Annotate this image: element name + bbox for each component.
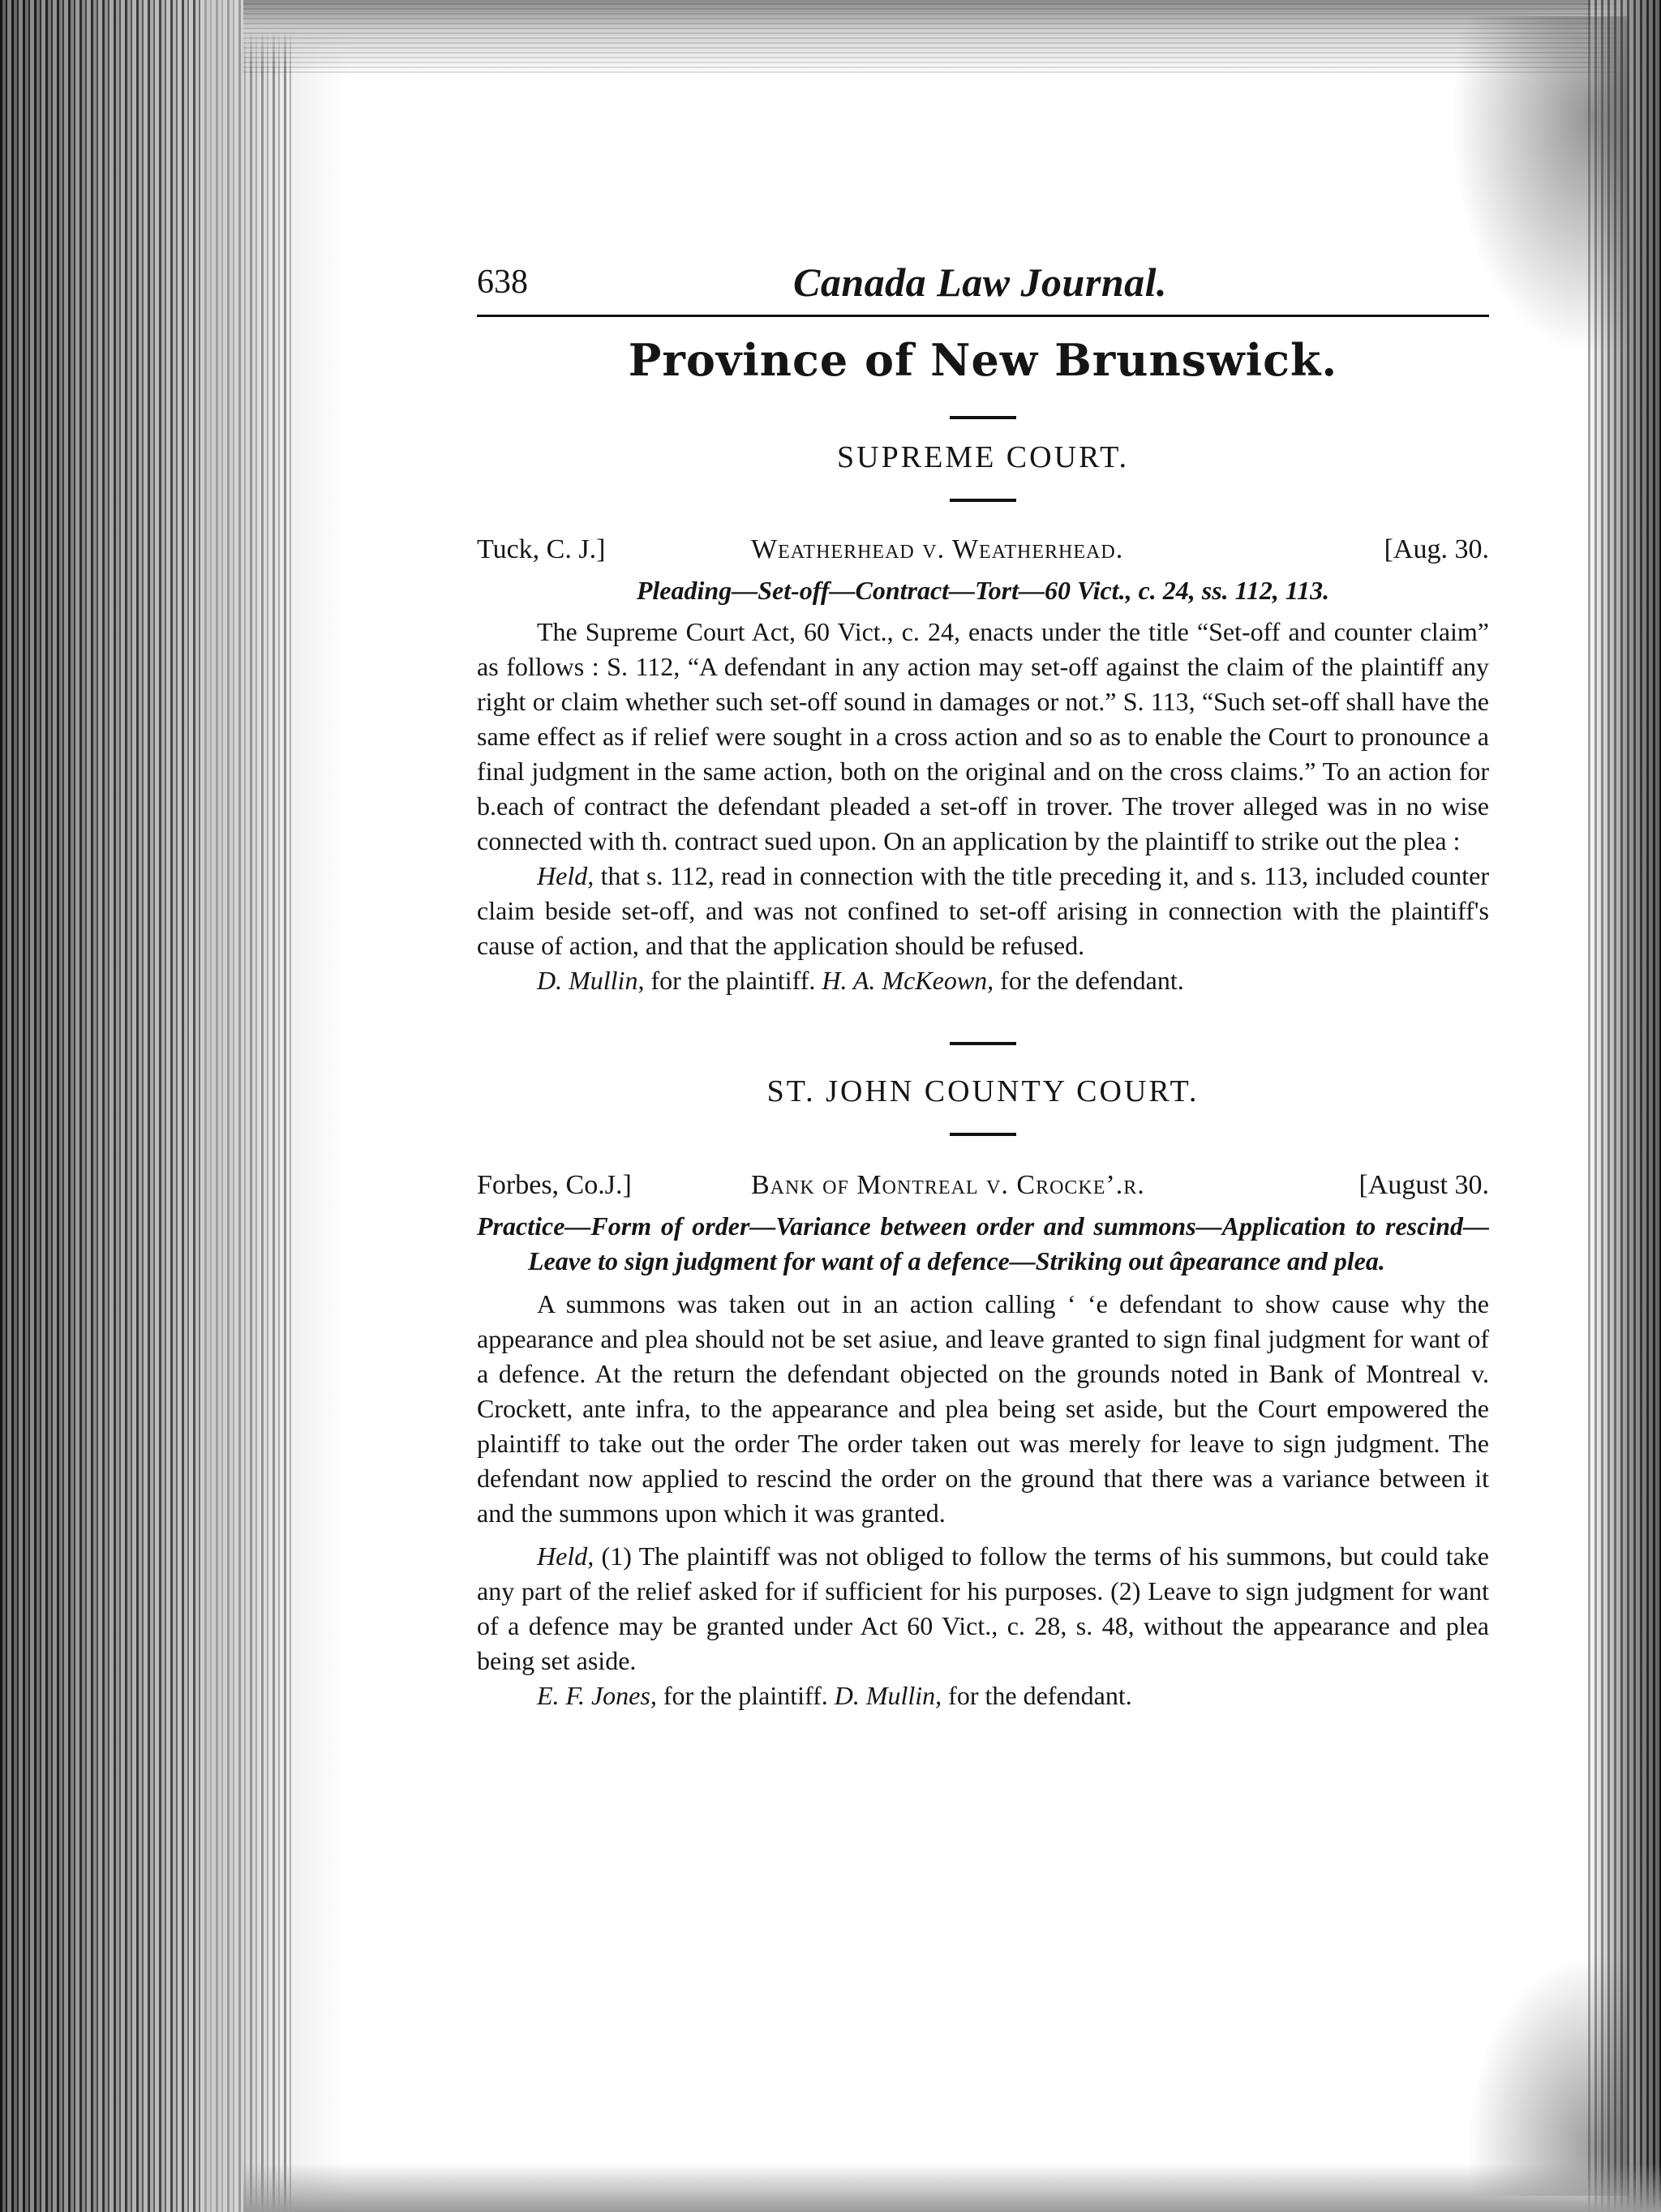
plaintiff-role: for the plaintiff. — [656, 1681, 835, 1710]
scan-blotch-bottom-right — [1466, 1953, 1629, 2196]
journal-title: Canada Law Journal. — [793, 259, 1168, 305]
journal-page — [477, 258, 1489, 1713]
holding-text: (1) The plaintiff was not obliged to follow the terms of his summons, but could take any part of the relief asked for if sufficient for his purposes. (2) Leave to sign judgment for want of a defence may be granted under Act 60 Vict., c. 28, s. 48, without the appearance and plea being set aside. — [477, 1541, 1489, 1675]
defendant-role: for the defendant. — [994, 966, 1184, 995]
section-divider — [950, 499, 1016, 502]
court-heading: ST. JOHN COUNTY COURT. — [766, 1074, 1200, 1108]
judge-name: Forbes, Co.J.] — [477, 1170, 632, 1200]
counsel-line — [477, 963, 1489, 998]
running-head — [477, 258, 1489, 308]
case-caption — [477, 529, 1489, 570]
holding-paragraph — [477, 1539, 1489, 1678]
section-divider — [950, 1133, 1016, 1136]
holding-text: that s. 112, read in connection with the title preceding it, and s. 113, included counter claim beside set-off, and was not confined to set-off arising in connection with the plaintiff's cause of action, and that the application should be refused. — [477, 861, 1489, 960]
section-divider — [950, 416, 1016, 419]
scan-edge-left-fade — [203, 0, 349, 2212]
defendant-counsel: D. Mullin, — [834, 1681, 942, 1710]
scan-edge-top — [243, 0, 1661, 73]
held-label: Held, — [537, 861, 594, 890]
plaintiff-role: for the plaintiff. — [644, 966, 822, 995]
case-headnote: Pleading—Set-off—Contract—Tort—60 Vict., c. 24, ss. 112, 113. — [636, 576, 1330, 605]
scan-edge-bottom — [243, 2163, 1661, 2212]
county-court-section — [477, 1042, 1489, 1713]
case-headnote: Practice—Form of order—Variance between order and summons—Application to rescind—Leave to sign judgment for want of a defence—Striking out âpearance and plea. — [477, 1211, 1489, 1275]
header-rule — [477, 315, 1489, 317]
case-paragraph: The Supreme Court Act, 60 Vict., c. 24, enacts under the title “Set-off and counter claim” as follows : S. 112, “A defendant in any action may set-off against the claim of the plaintiff any right or claim whether such set-off sound in damages or not.” S. 113, “Such set-off shall have the same effect as if relief were sought in a cross action and so as to enable the Court to pronounce a final judgment in the same action, both on the original and on the cross claims.” To an action for b.each of contract the defendant pleaded a set-off in trover. The trover alleged was in no wise connected with th. contract sued upon. On an application by the plaintiff to strike out the plea : — [477, 617, 1489, 855]
case-date: [August 30. — [1358, 1170, 1489, 1200]
plaintiff-counsel: E. F. Jones, — [537, 1681, 657, 1710]
case-caption — [477, 1165, 1489, 1206]
case-title: Bank of Montreal v. Crocke’.r. — [751, 1170, 1145, 1200]
supreme-court-section — [477, 416, 1489, 998]
case-title: Weatherhead v. Weatherhead. — [751, 534, 1124, 564]
judge-name: Tuck, C. J.] — [477, 534, 606, 564]
holding-paragraph — [477, 859, 1489, 963]
section-divider — [950, 1042, 1016, 1045]
plaintiff-counsel: D. Mullin, — [537, 966, 645, 995]
held-label: Held, — [537, 1541, 594, 1571]
province-heading: Province of New Brunswick. — [628, 334, 1338, 386]
case-date: [Aug. 30. — [1384, 534, 1489, 564]
case-paragraph: A summons was taken out in an action calling ʻ ʻe defendant to show cause why the appearance and plea should not be set asiue, and leave granted to sign final judgment for want of a defence. At the return the defendant objected on the grounds noted in Bank of Montreal v. Crockett, ante infra, to the appearance and plea being set aside, but the Court empowered the plaintiff to take out the order The order taken out was merely for leave to sign judgment. The defendant now applied to rescind the order on the ground that there was a variance between it and the summons upon which it was granted. — [477, 1289, 1489, 1528]
page-number: 638 — [477, 264, 528, 301]
defendant-counsel: H. A. McKeown, — [822, 966, 994, 995]
counsel-line — [477, 1678, 1489, 1713]
defendant-role: for the defendant. — [942, 1681, 1132, 1710]
court-heading: SUPREME COURT. — [837, 440, 1129, 474]
